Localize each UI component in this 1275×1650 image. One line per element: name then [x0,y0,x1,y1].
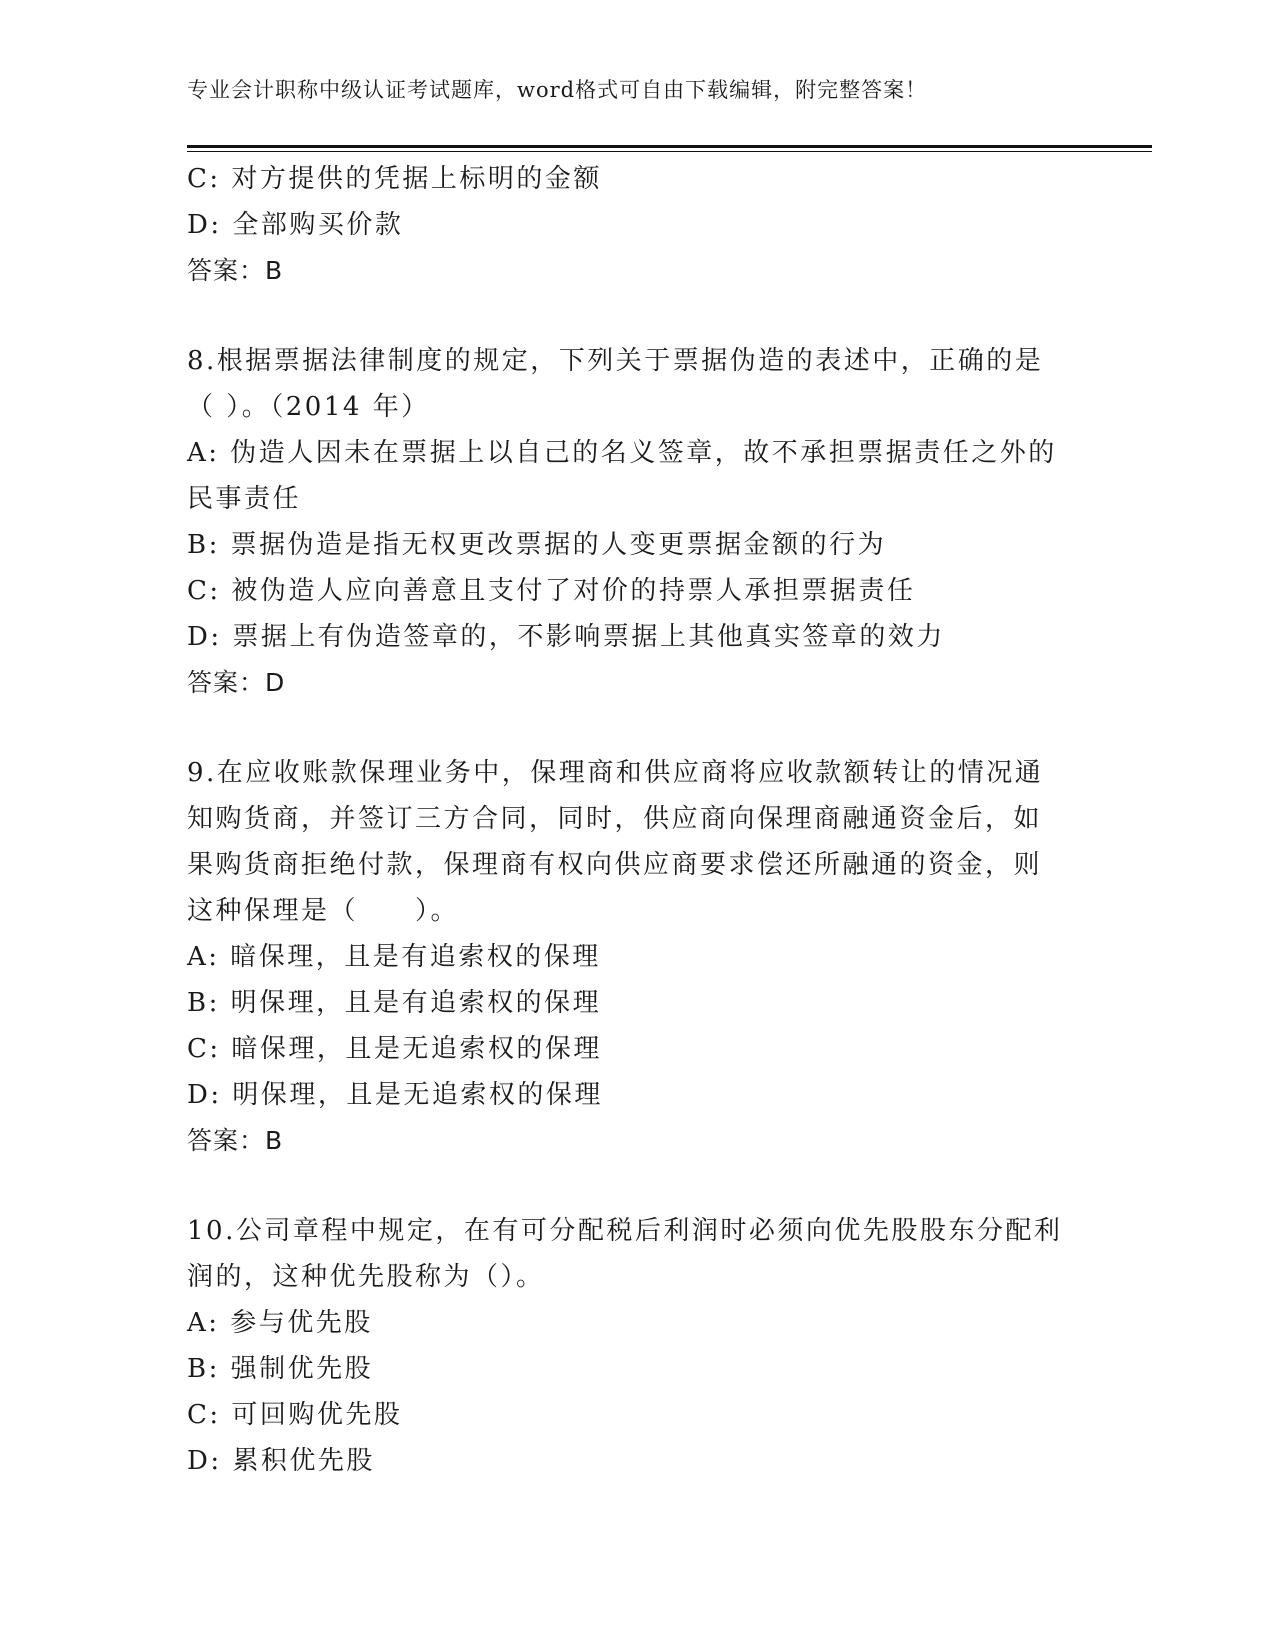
spacer [187,706,1087,750]
question-8 [187,338,1087,706]
q10-option-d: D: 累积优先股 [187,1446,375,1476]
spacer [187,294,1087,338]
page-header: 专业会计职称中级认证考试题库，word格式可自由下载编辑，附完整答案！ [187,78,928,102]
q8-answer: 答案：D [187,668,286,697]
header-rule-thin [187,151,1152,152]
q8-option-a-line-1: A: 伪造人因未在票据上以自己的名义签章，故不承担票据责任之外的 [187,438,1057,468]
q9-stem-line-4: 这种保理是（ ）。 [187,896,460,926]
question-9 [187,750,1087,1164]
q8-option-c: C: 被伪造人应向善意且支付了对价的持票人承担票据责任 [187,576,916,606]
q9-option-d: D: 明保理，且是无追索权的保理 [187,1080,603,1110]
q8-option-d: D: 票据上有伪造签章的，不影响票据上其他真实签章的效力 [187,622,945,652]
q8-stem-line-1: 8.根据票据法律制度的规定，下列关于票据伪造的表述中，正确的是 [187,346,1044,376]
question-10 [187,1208,1087,1484]
q8-option-b: B: 票据伪造是指无权更改票据的人变更票据金额的行为 [187,530,887,560]
header-rule-thick [187,145,1152,148]
q9-stem-line-3: 果购货商拒绝付款，保理商有权向供应商要求偿还所融通的资金，则 [187,850,1043,880]
q7-answer: 答案：B [187,256,284,285]
spacer [187,1164,1087,1208]
q10-option-c: C: 可回购优先股 [187,1400,403,1430]
question-7-tail [187,156,1087,294]
q9-option-b: B: 明保理，且是有追索权的保理 [187,988,602,1018]
q7-option-d: D: 全部购买价款 [187,210,404,240]
q7-option-c: C: 对方提供的凭据上标明的金额 [187,164,602,194]
q10-option-b: B: 强制优先股 [187,1354,374,1384]
q9-stem-line-1: 9.在应收账款保理业务中，保理商和供应商将应收款额转让的情况通 [187,758,1044,788]
q9-answer: 答案：B [187,1126,284,1155]
q10-option-a: A: 参与优先股 [187,1308,373,1338]
q9-option-c: C: 暗保理，且是无追索权的保理 [187,1034,602,1064]
q10-stem-line-2: 润的，这种优先股称为（）。 [187,1262,545,1292]
q10-stem-line-1: 10.公司章程中规定，在有可分配税后利润时必须向优先股股东分配利 [187,1216,1063,1246]
q8-stem-line-2: （ ）。（2014 年） [187,392,430,422]
document-body [187,156,1087,1484]
q9-option-a: A: 暗保理，且是有追索权的保理 [187,942,601,972]
q9-stem-line-2: 知购货商，并签订三方合同，同时，供应商向保理商融通资金后，如 [187,804,1043,834]
q8-option-a-line-2: 民事责任 [187,484,302,514]
